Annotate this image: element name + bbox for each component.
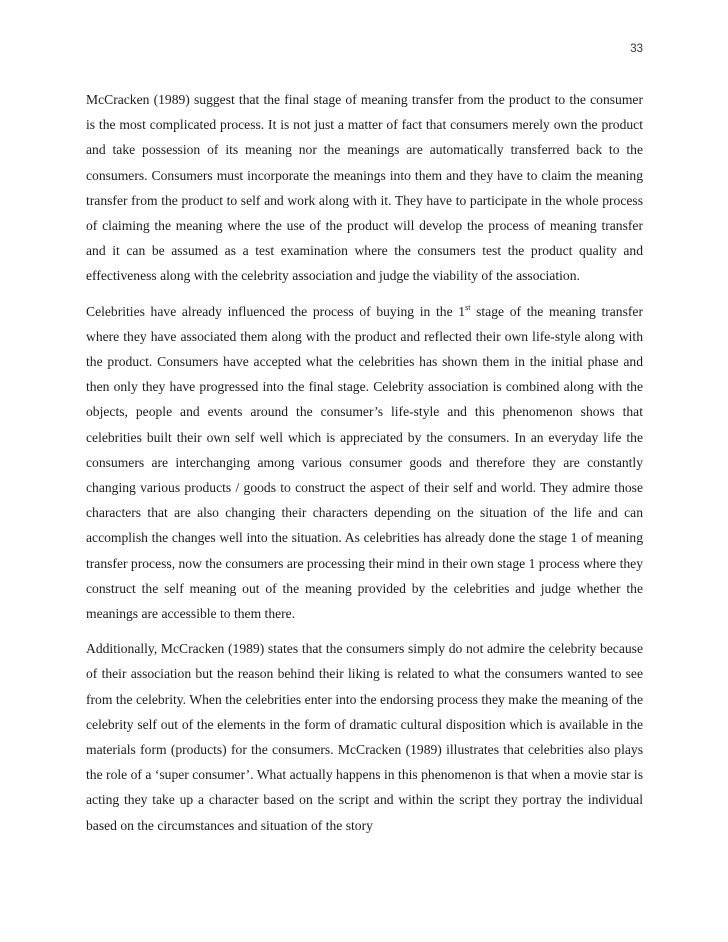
paragraph-1: McCracken (1989) suggest that the final stage of meaning transfer from the product to the consumer is the most complicated process. It is not just a matter of fact that consumers merely own the product and take possession of its meaning nor the meanings are automatically transferred back to the consumers. Consumers must incorporate the meanings into them and they have to claim the meaning transfer from the product to self and work along with it. They have to participate in the whole process of claiming the meaning where the use of the product will develop the process of meaning transfer and it can be assumed as a test examination where the consumers test the product quality and effectiveness along with the celebrity association and judge the viability of the association. bbox=[86, 92, 643, 284]
document-body bbox=[86, 87, 643, 848]
paragraph-2 bbox=[86, 299, 643, 627]
paragraph-2-text-start: Celebrities have already influenced the process of buying in the 1 bbox=[86, 303, 466, 319]
ordinal-superscript: st bbox=[465, 302, 471, 312]
paragraph-2-text-end: stage of the meaning transfer where they have associated them along with the product and reflected their own life-style along with the product. Consumers have accepted what the celebrities has shown them in the initial phase and then only they have progressed into the final stage. Celebrity association is combined along with the objects, people and events around the consumer’s life-style and this phenomenon shows that celebrities built their own self well which is appreciated by the consumers. In an everyday life the consumers are interchanging among various consumer goods and therefore they are constantly changing various products / goods to construct the aspect of their self and world. They admire those characters that are also changing their characters depending on the situation of the life and can accomplish the changes well into the situation. As celebrities has already done the stage 1 of meaning transfer process, now the consumers are processing their mind in their own stage 1 process where they construct the self meaning out of the meaning provided by the celebrities and judge whether the meanings are accessible to them there. bbox=[86, 303, 643, 622]
page-number: 33 bbox=[630, 43, 643, 55]
paragraph-3: Additionally, McCracken (1989) states that the consumers simply do not admire the celebrity because of their association but the reason behind their liking is related to what the consumers wanted to see from the celebrity. When the celebrities enter into the endorsing process they make the meaning of the celebrity self out of the elements in the form of dramatic cultural disposition which is available in the materials form (products) for the consumers. McCracken (1989) illustrates that celebrities also plays the role of a ‘super consumer’. What actually happens in this phenomenon is that when a movie star is acting they take up a character based on the script and within the script they portray the individual based on the circumstances and situation of the story bbox=[86, 641, 643, 833]
